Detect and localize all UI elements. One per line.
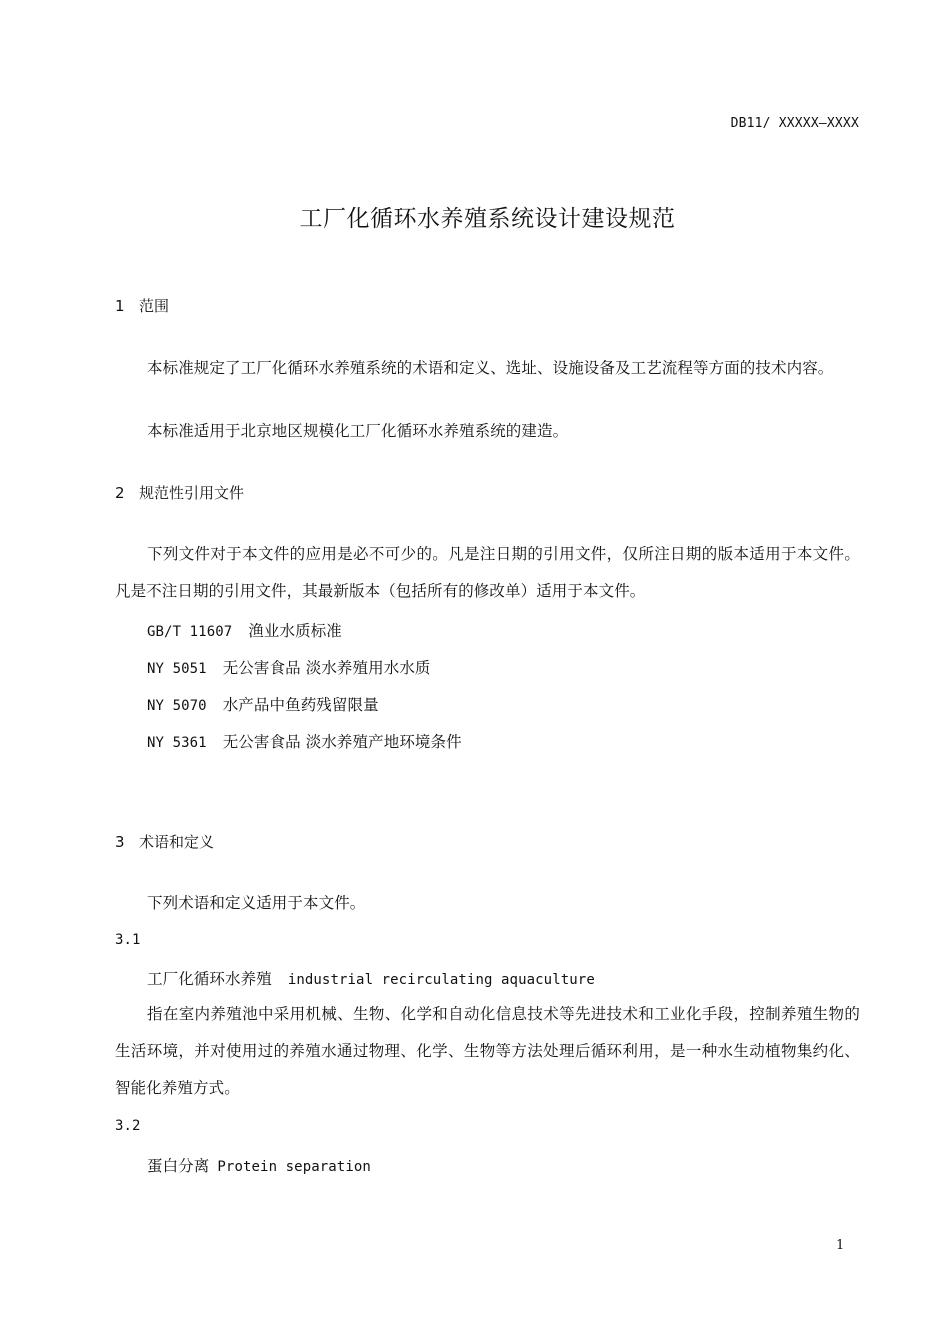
section-heading-normative-references <box>115 482 244 503</box>
document-title: 工厂化循环水养殖系统设计建设规范 <box>299 206 676 232</box>
section-title: 范围 <box>139 297 170 315</box>
term-entry <box>147 1154 371 1176</box>
references-intro-paragraph: 下列文件对于本文件的应用是必不可少的。凡是注日期的引用文件，仅所注日期的版本适用于本文件。凡是不注日期的引用文件，其最新版本（包括所有的修改单）适用于本文件。 <box>115 545 860 600</box>
reference-code: GB/T 11607 <box>147 624 233 640</box>
reference-name: 水产品中鱼药残留限量 <box>222 696 379 714</box>
terms-intro-paragraph: 下列术语和定义适用于本文件。 <box>147 894 366 912</box>
reference-name: 无公害食品 淡水养殖产地环境条件 <box>222 733 462 751</box>
term-entry <box>147 967 595 989</box>
section-heading-terms-definitions <box>115 831 214 852</box>
section-title: 规范性引用文件 <box>139 484 245 502</box>
scope-paragraph-1: 本标准规定了工厂化循环水养殖系统的术语和定义、选址、设施设备及工艺流程等方面的技术内容。 <box>147 359 834 377</box>
reference-item <box>147 730 462 752</box>
reference-item <box>147 619 342 641</box>
reference-code: NY 5361 <box>147 735 207 751</box>
section-number: 3 <box>115 833 125 851</box>
section-number: 1 <box>115 297 125 315</box>
term-chinese: 蛋白分离 <box>147 1157 210 1175</box>
term-chinese: 工厂化循环水养殖 <box>147 970 272 988</box>
reference-item <box>147 693 379 715</box>
term-english: industrial recirculating aquaculture <box>287 972 595 988</box>
scope-paragraph-2: 本标准适用于北京地区规模化工厂化循环水养殖系统的建造。 <box>147 422 569 440</box>
reference-item <box>147 656 431 678</box>
section-title: 术语和定义 <box>139 833 215 851</box>
section-heading-scope <box>115 295 169 316</box>
reference-code: NY 5070 <box>147 698 207 714</box>
reference-code: NY 5051 <box>147 661 207 677</box>
term-number: 3.2 <box>115 1118 141 1134</box>
page-number: 1 <box>836 1238 845 1253</box>
term-definition: 指在室内养殖池中采用机械、生物、化学和自动化信息技术等先进技术和工业化手段，控制养殖生物的生活环境，并对使用过的养殖水通过物理、化学、生物等方法处理后循环利用，是一种水生动植物集约化、智能化养殖方式。 <box>115 1005 860 1097</box>
reference-name: 无公害食品 淡水养殖用水水质 <box>222 659 431 677</box>
term-number: 3.1 <box>115 932 141 948</box>
reference-name: 渔业水质标准 <box>248 622 342 640</box>
document-number: DB11/ XXXXX—XXXX <box>730 116 859 131</box>
section-number: 2 <box>115 484 125 502</box>
term-english: Protein separation <box>217 1159 371 1175</box>
